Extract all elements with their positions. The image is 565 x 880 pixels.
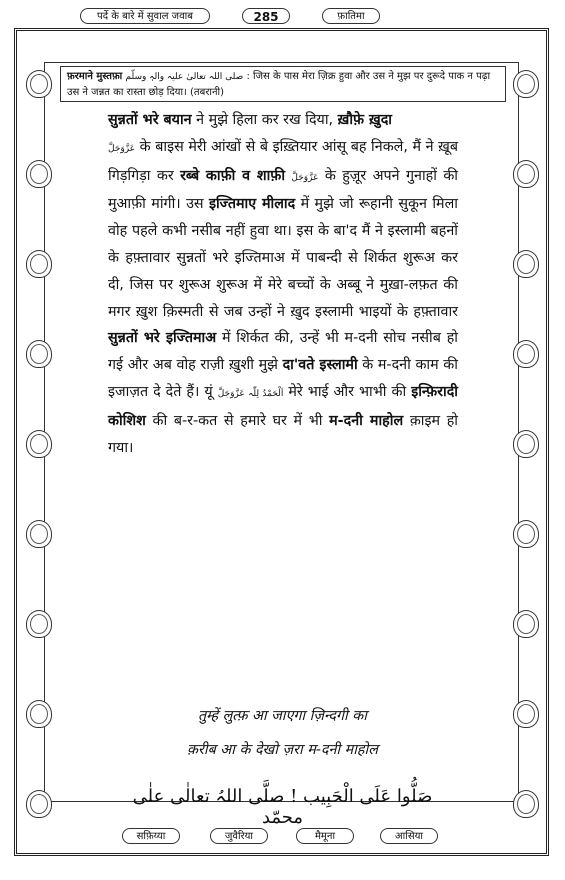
ornament-left-1 — [26, 70, 52, 98]
arabic-honorific: عَزَّوَجَلَّ — [291, 172, 319, 183]
ornament-left-7 — [26, 610, 52, 638]
ornament-right-3 — [513, 250, 539, 278]
ornament-left-3 — [26, 250, 52, 278]
ornament-right-7 — [513, 610, 539, 638]
ornament-left-9 — [26, 790, 52, 818]
text-run: के बाइस मेरी आंखों से बे इख़्तियार आंसू बह निकले, मैं ने ख़ूब गिड़गिड़ा कर — [108, 138, 458, 184]
bold-phrase: ख़ौफ़े ख़ुदा — [337, 112, 393, 128]
salat-line: صَلُّوا عَلَی الْحَبِیب ! صلَّی اللہُ تعالٰی علٰی محمّد — [132, 786, 433, 828]
ornament-left-5 — [26, 430, 52, 458]
arabic-honorific: عَزَّوَجَلَّ — [108, 143, 136, 154]
bold-phrase: रब्बे काफ़ी व शाफ़ी — [180, 167, 286, 184]
bold-phrase: दा'वते इस्लामी — [282, 357, 358, 374]
ornament-left-8 — [26, 700, 52, 728]
text-run: की ब-र-कत से हमारे घर में भी — [145, 412, 330, 429]
text-run: में शिर्कत की, उन्हें भी म-दनी सोच नसीब हो गई और अब वोह राज़ी ख़ुशी मुझे — [108, 330, 458, 374]
ornament-right-9 — [513, 790, 539, 818]
bold-phrase: सुन्नतों भरे इज्तिमाअ — [108, 330, 217, 347]
ornament-right-4 — [513, 340, 539, 368]
ornament-left-2 — [26, 160, 52, 188]
top-name-label: फ़ातिमा — [322, 8, 380, 24]
bottom-row — [60, 828, 505, 848]
text-run: के हुज़ूर अपने गुनाहों की मुआफ़ी मांगी। उस — [108, 167, 459, 213]
bold-phrase: म-दनी माहोल — [329, 412, 404, 429]
ornament-right-6 — [513, 520, 539, 548]
poem-line-2: क़रीब आ के देखो ज़रा म-दनी माहोल — [187, 742, 378, 758]
bold-phrase: सुन्नतों भरे बयान — [108, 112, 192, 128]
bold-phrase: इज्तिमाए मीलाद — [208, 196, 296, 213]
poem-line-1: तुम्हें लुत्फ़ आ जाएगा ज़िन्दगी का — [198, 708, 367, 724]
bottom-label-1: सफ़िय्या — [122, 828, 180, 844]
header-arabic: صلی اللہ تعالیٰ علیہ والہٖ وسلّم — [125, 72, 244, 82]
book-title-label: पर्दे के बारे में सुवाल जवाब — [80, 8, 210, 24]
bottom-label-3: मैमूना — [296, 828, 354, 844]
text-run: के म-दनी काम की इजाज़त दे देते हैं। यूं — [108, 357, 458, 400]
top-row — [60, 8, 505, 28]
ornament-right-5 — [513, 430, 539, 458]
header-text: : जिस के पास मेरा ज़िक्र हुवा और उस ने मुझ पर दुरूदे पाक न पढ़ा उस ने जन्नत का रास्ता छोड़ दिया। (तबरानी) — [67, 71, 491, 98]
text-run: ने मुझे हिला कर रख दिया, — [191, 112, 338, 128]
header-lead: फ़रमाने मुस्तफ़ा — [67, 71, 123, 82]
ornament-right-2 — [513, 160, 539, 188]
arabic-alhamdulillah: اَلْحَمْدُ لِلّٰہ عَزَّوَجَلَّ — [217, 388, 284, 399]
page-number: 285 — [242, 8, 290, 24]
text-run: क़ाइम हो गया। — [108, 412, 459, 456]
ornament-right-1 — [513, 70, 539, 98]
text-run: मेरे भाई और भाभी की — [283, 383, 412, 400]
ornament-left-6 — [26, 520, 52, 548]
ornament-right-8 — [513, 700, 539, 728]
bold-phrase: इन्फ़िरादी कोशिश — [108, 383, 458, 429]
bottom-label-4: आसिया — [380, 828, 438, 844]
hadith-header — [60, 66, 506, 102]
text-run: में मुझे जो रूहानी सुकून मिला वोह पहले कभी नसीब नहीं हुवा था। इस के बा'द मैं ने इस्लामी बहनों के हफ़्तावार सुन्नतों भरे इज्तिमाअ में पाबन्दी से शिर्कत शुरूअ कर दी, जिस पर शुरूअ शुरूअ में मेरे बच्चों के अब्बू ने मुख़ा-लफ़त की मगर ख़ुश क़िस्मती से जब उन्हों ने ख़ुद इस्लामी भाइयों के हफ़्तावार — [108, 196, 458, 320]
bottom-label-2: जुवैरिया — [210, 828, 268, 844]
main-paragraph — [108, 107, 458, 461]
ornament-left-4 — [26, 340, 52, 368]
